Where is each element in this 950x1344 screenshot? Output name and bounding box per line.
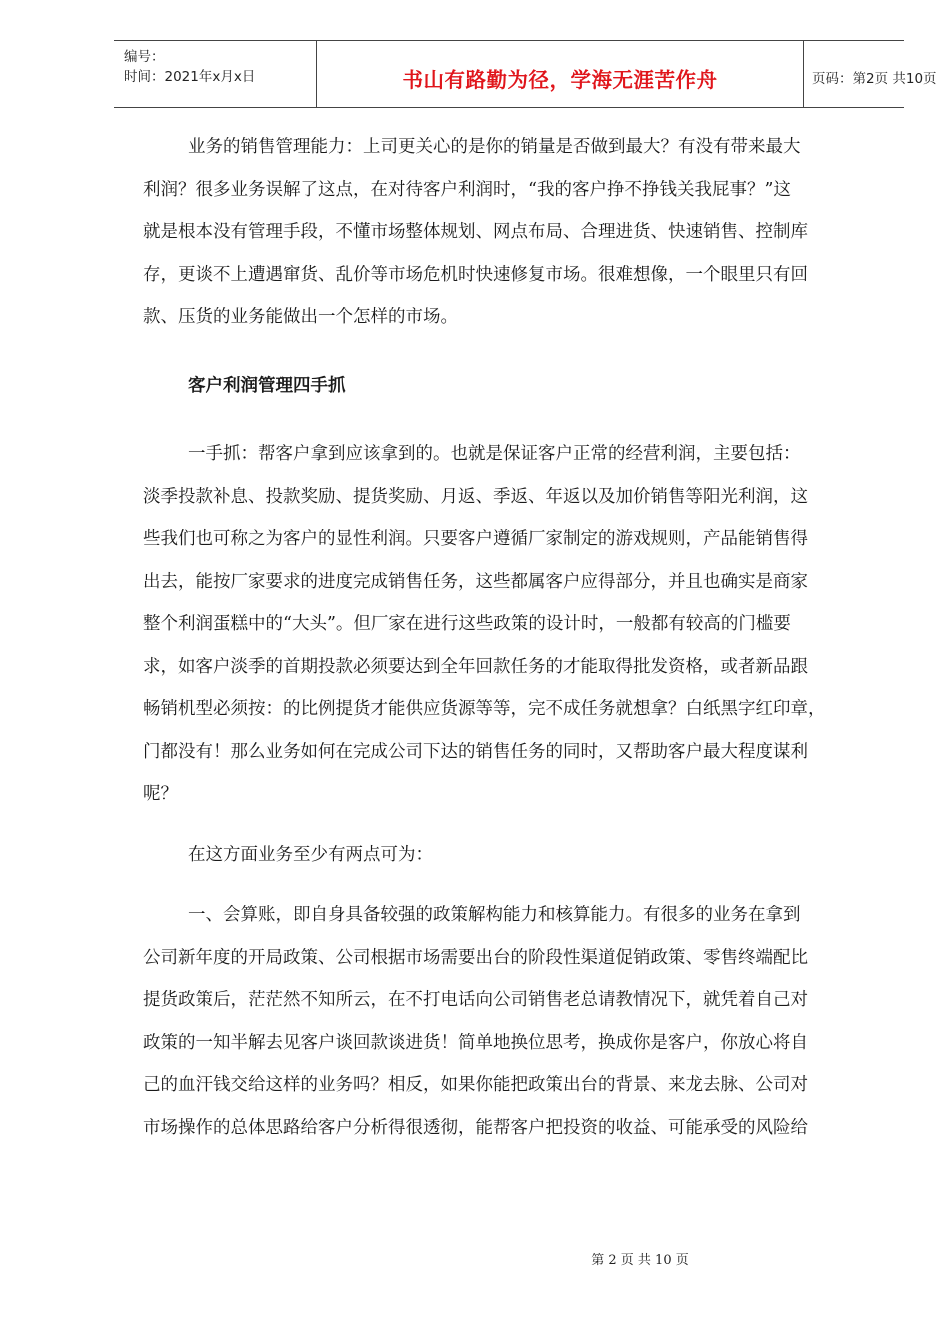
text-line: 呢？ [143,784,178,804]
text-line: 一手抓：帮客户拿到应该拿到的。也就是保证客户正常的经营利润，主要包括： [188,444,801,464]
text-line: 己的血汗钱交给这样的业务吗？相反，如果你能把政策出台的背景、来龙去脉、公司对 [143,1075,808,1095]
header-meta-cell [114,41,316,107]
text-line: 淡季投款补息、投款奖励、提货奖励、月返、季返、年返以及加价销售等阳光利润，这 [143,486,808,507]
paragraph-first-grip [143,433,887,816]
text-line: 畅销机型必须按：的比例提货才能供应货源等等，完不成任务就想拿？白纸黑字红印章， [143,699,826,719]
text-line: 整个利润蛋糕中的“大头”。但厂家在进行这些政策的设计时，一般都有较高的门槛要 [143,614,791,634]
page-footer: 第 2 页 共 10 页 [591,1253,689,1268]
number-label: 编号： [124,49,165,65]
header-motto-cell [316,41,804,107]
document-header [114,40,937,108]
text-line: 利润？很多业务误解了这点，在对待客户利润时，“我的客户挣不挣钱关我屁事？”这 [143,179,791,200]
document-body [143,126,887,1149]
paragraph-accounting [143,894,887,1149]
date-label: 时间：2021年x月x日 [124,69,256,85]
header-page-cell [804,41,937,107]
paragraph-two-points: 在这方面业务至少有两点可为： [188,844,433,865]
text-line: 提货政策后，茫茫然不知所云，在不打电话向公司销售老总请教情况下，就凭着自己对 [143,990,808,1010]
text-line: 存，更谈不上遭遇窜货、乱价等市场危机时快速修复市场。很难想像，一个眼里只有回 [143,264,808,285]
text-line: 就是根本没有管理手段，不懂市场整体规划、网点布局、合理进货、快速销售、控制库 [143,222,808,242]
motto-text: 书山有路勤为径，学海无涯苦作舟 [402,68,718,92]
text-line: 政策的一知半解去见客户谈回款谈进货！简单地换位思考，换成你是客户，你放心将自 [143,1032,808,1053]
text-line: 业务的销售管理能力：上司更关心的是你的销量是否做到最大？有没有带来最大 [188,137,801,157]
text-line: 款、压货的业务能做出一个怎样的市场。 [143,307,458,327]
section-heading: 客户利润管理四手抓 [188,375,346,396]
text-line: 出去，能按厂家要求的进度完成销售任务，这些都属客户应得部分，并且也确实是商家 [143,571,808,592]
text-line: 公司新年度的开局政策、公司根据市场需要出台的阶段性渠道促销政策、零售终端配比 [143,947,808,968]
paragraph-sales-management [143,126,887,339]
text-line: 市场操作的总体思路给客户分析得很透彻，能帮客户把投资的收益、可能承受的风险给 [143,1117,808,1138]
page-info: 页码：第2页 共10页 [812,71,937,87]
text-line: 一、会算账，即自身具备较强的政策解构能力和核算能力。有很多的业务在拿到 [188,905,801,925]
text-line: 求，如客户淡季的首期投款必须要达到全年回款任务的才能取得批发资格，或者新品跟 [143,656,808,677]
text-line: 门都没有！那么业务如何在完成公司下达的销售任务的同时，又帮助客户最大程度谋利 [143,741,808,762]
text-line: 些我们也可称之为客户的显性利润。只要客户遵循厂家制定的游戏规则，产品能销售得 [143,529,808,549]
